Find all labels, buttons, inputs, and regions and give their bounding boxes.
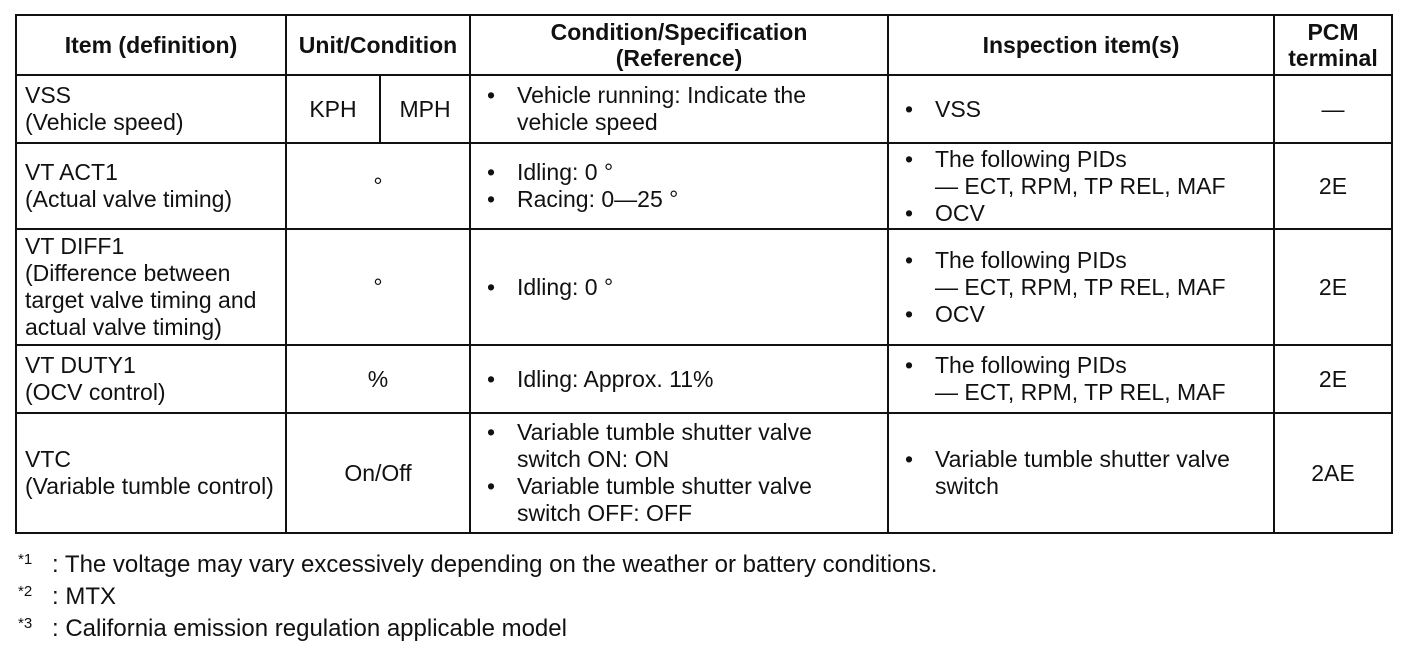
header-pcm-line2: terminal [1288,45,1378,71]
condition-list [479,419,879,527]
inspection-item [897,352,1265,406]
footnote [18,614,937,646]
unit-cell: ° [286,143,470,229]
inspection-cell [888,143,1274,229]
inspection-item [897,146,1265,200]
inspection-list [897,446,1265,500]
condition-item: • Idling: Approx. 11% [479,366,879,393]
pcm-terminal-cell: 2E [1274,229,1392,345]
header-condition-line2: (Reference) [615,45,743,71]
condition-item: • Vehicle running: Indicate the vehicle speed [479,82,879,136]
footnote [18,582,937,614]
item-cell [16,229,286,345]
table-row [16,143,1392,229]
table-row [16,75,1392,143]
condition-cell [470,345,888,413]
condition-cell [470,143,888,229]
header-condition-line1: Condition/Specification [550,19,808,45]
pcm-terminal-cell: — [1274,75,1392,143]
inspection-sub: — ECT, RPM, TP REL, MAF [935,172,1226,199]
condition-list [479,82,879,136]
pcm-terminal-cell: 2E [1274,345,1392,413]
item-name: VTC [25,446,71,472]
condition-item: • Variable tumble shutter valve switch OFF: OFF [479,473,879,527]
condition-cell [470,229,888,345]
condition-item: • Racing: 0—25 ° [479,186,879,213]
unit-cell: On/Off [286,413,470,533]
condition-item: • Idling: 0 ° [479,274,879,301]
condition-cell [470,413,888,533]
condition-item: • Idling: 0 ° [479,159,879,186]
inspection-item: • Variable tumble shutter valve switch [897,446,1265,500]
inspection-lead: • The following PIDs [935,352,1127,378]
item-cell [16,413,286,533]
inspection-item: • OCV [897,200,1265,227]
inspection-list [897,352,1265,406]
inspection-cell [888,413,1274,533]
item-definition: (Actual valve timing) [25,186,233,212]
footnote-text: : The voltage may vary excessively depending on the weather or battery conditions. [52,551,938,578]
unit-cell-kph: KPH [286,75,380,143]
spec-table [15,14,1393,534]
inspection-list [897,96,1265,123]
item-name: VSS [25,82,72,108]
condition-item: • Variable tumble shutter valve switch ON: ON [479,419,879,473]
inspection-cell [888,75,1274,143]
item-cell [16,75,286,143]
footnote-mark: *3 [18,615,33,632]
header-pcm-line1: PCM [1307,19,1359,45]
condition-list [479,159,879,213]
item-name: VT DUTY1 [25,352,136,378]
header-pcm [1274,15,1392,75]
header-item: Item (definition) [16,15,286,75]
condition-list [479,366,879,393]
footnote [18,550,937,582]
table-row [16,413,1392,533]
footnote-text: : MTX [52,583,116,610]
item-name: VT DIFF1 [25,233,125,259]
unit-cell: ° [286,229,470,345]
item-cell [16,143,286,229]
footnotes [18,550,937,646]
footnote-mark: *1 [18,551,33,568]
footnote-text: : California emission regulation applicable model [52,615,567,642]
unit-cell-mph: MPH [380,75,470,143]
header-row [16,15,1392,75]
inspection-lead: • The following PIDs [935,145,1127,172]
inspection-list [897,247,1265,328]
footnote-mark: *2 [18,583,33,600]
unit-cell: % [286,345,470,413]
condition-list [479,274,879,301]
table-row [16,229,1392,345]
inspection-item: • OCV [897,301,1265,328]
item-definition: (Difference between target valve timing and actual valve timing) [25,260,257,340]
header-inspection: Inspection item(s) [888,15,1274,75]
item-cell [16,345,286,413]
condition-cell [470,75,888,143]
header-unit: Unit/Condition [286,15,470,75]
table-row [16,345,1392,413]
inspection-lead: • The following PIDs [935,246,1127,273]
inspection-item: • VSS [897,96,1265,123]
inspection-sub: — ECT, RPM, TP REL, MAF [935,273,1226,300]
inspection-cell [888,229,1274,345]
inspection-item [897,247,1265,301]
item-definition: (Vehicle speed) [25,109,184,135]
pcm-terminal-cell: 2AE [1274,413,1392,533]
inspection-list [897,146,1265,227]
item-name: VT ACT1 [25,159,118,185]
inspection-sub: — ECT, RPM, TP REL, MAF [935,379,1226,405]
pcm-terminal-cell: 2E [1274,143,1392,229]
header-condition [470,15,888,75]
item-definition: (Variable tumble control) [25,473,274,499]
item-definition: (OCV control) [25,379,166,405]
inspection-cell [888,345,1274,413]
